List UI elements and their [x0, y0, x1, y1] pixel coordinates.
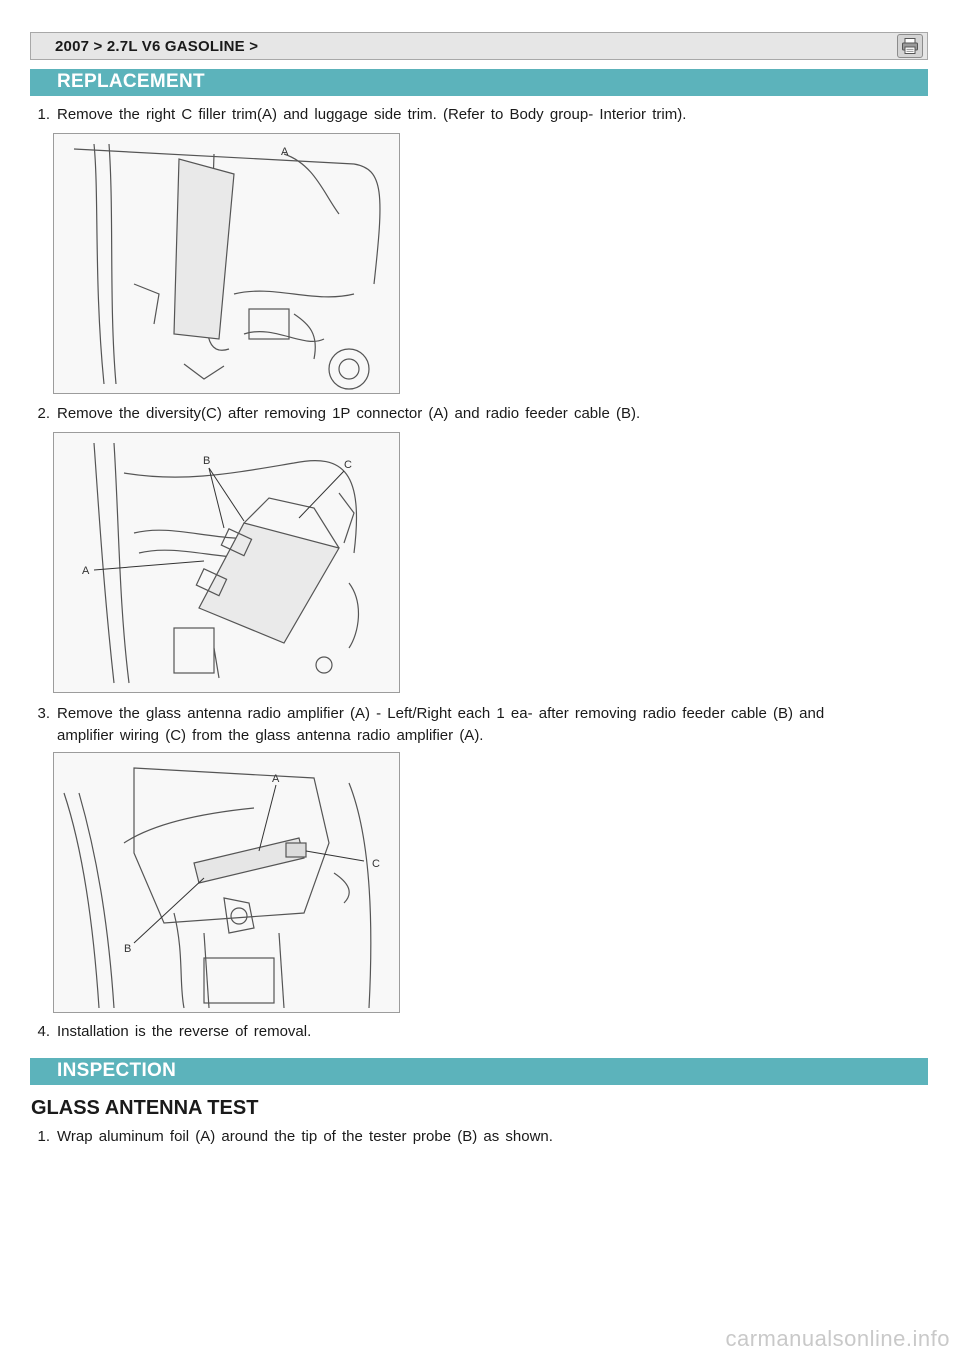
step-text: Remove the glass antenna radio amplifier (A) - Left/Right each 1 ea- after removing radio feeder cable (B) and: [57, 705, 825, 722]
figure-label-a: A: [82, 565, 90, 577]
section-header-inspection: [30, 1058, 928, 1085]
step-number: 3.: [37, 705, 50, 722]
print-button[interactable]: [897, 34, 923, 58]
figure-diversity-module: [53, 432, 400, 693]
printer-icon: [901, 37, 919, 55]
figure-label-c: C: [344, 459, 352, 471]
step-text: Wrap aluminum foil (A) around the tip of the tester probe (B) as shown.: [57, 1128, 553, 1145]
step-number: 4.: [37, 1023, 50, 1040]
section-title: REPLACEMENT: [57, 71, 205, 92]
figure-label-c: C: [372, 858, 380, 870]
step-text: Installation is the reverse of removal.: [57, 1023, 312, 1040]
watermark-logo: carmanualsonline.info: [725, 1326, 950, 1351]
subheading-glass-antenna-test: GLASS ANTENNA TEST: [31, 1097, 259, 1119]
breadcrumb-text: 2007 > 2.7L V6 GASOLINE >: [55, 38, 259, 55]
figure-illustration: [54, 753, 399, 1012]
step-number: 1.: [37, 106, 50, 123]
figure-label-b: B: [124, 943, 132, 955]
figure-label-b: B: [203, 455, 211, 467]
step-number: 2.: [37, 405, 50, 422]
breadcrumb: [30, 32, 928, 60]
figure-c-filler-trim: [53, 133, 400, 394]
figure-label-a: A: [281, 146, 289, 158]
section-header-replacement: [30, 69, 928, 96]
step-number: 1.: [37, 1128, 50, 1145]
section-title: INSPECTION: [57, 1060, 177, 1081]
step-text-continued: amplifier wiring (C) from the glass antenna radio amplifier (A).: [57, 727, 484, 744]
step-text: Remove the right C filler trim(A) and luggage side trim. (Refer to Body group- Interior trim).: [57, 106, 687, 123]
figure-label-a: A: [272, 773, 280, 785]
figure-antenna-amplifier: [53, 752, 400, 1013]
step-text: Remove the diversity(C) after removing 1P connector (A) and radio feeder cable (B).: [57, 405, 641, 422]
figure-illustration: [54, 433, 399, 692]
figure-illustration: [54, 134, 399, 393]
